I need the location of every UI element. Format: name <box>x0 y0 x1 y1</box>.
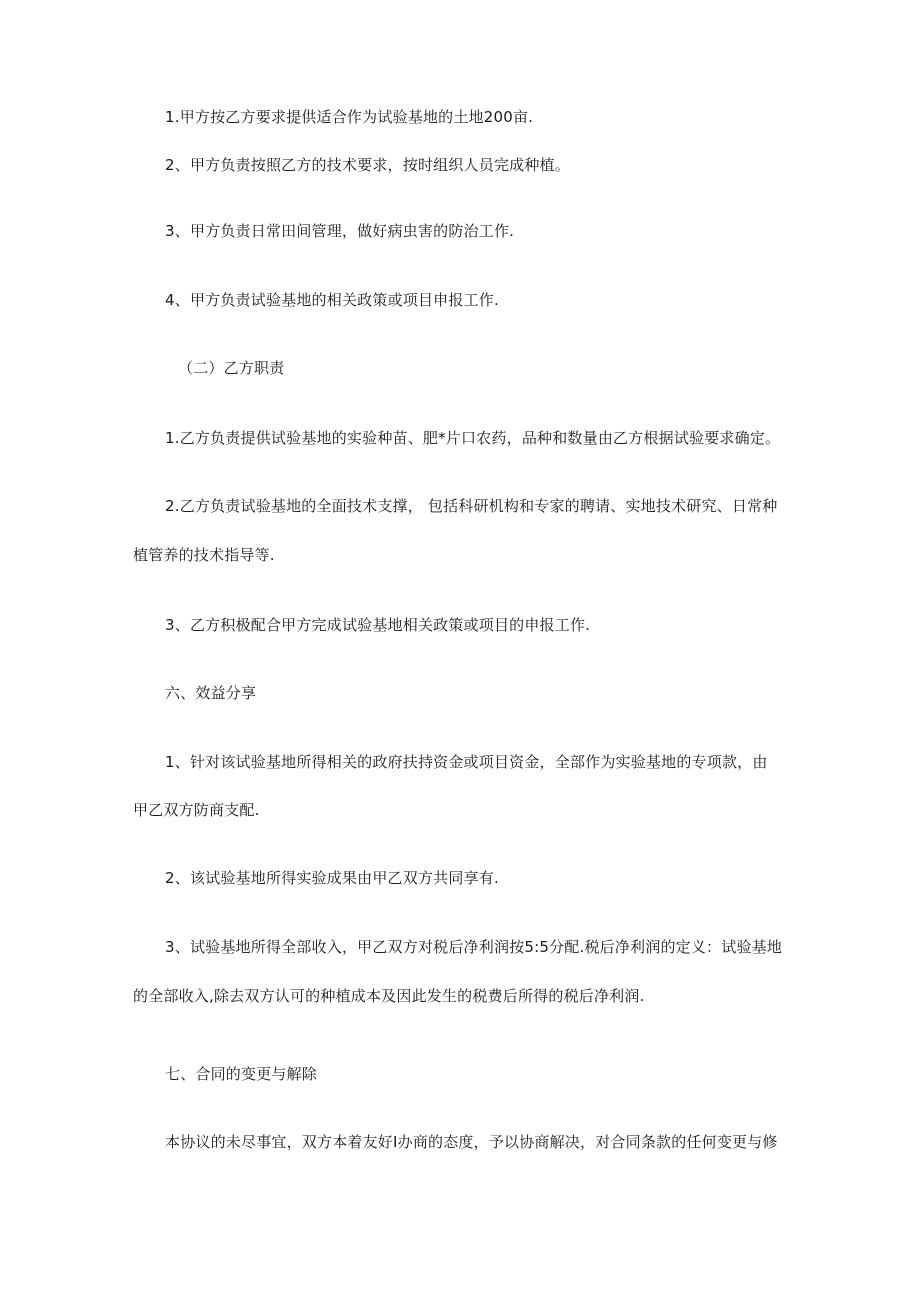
party-a-item-3: 3、甲方负责日常田间管理，做好病虫害的防治工作. <box>165 222 515 240</box>
party-b-item-3: 3、乙方积极配合甲方完成试验基地相关政策或项目的申报工作. <box>165 616 591 634</box>
party-a-item-1: 1.甲方按乙方要求提供适合作为试验基地的土地200亩. <box>165 108 534 126</box>
section7-heading: 七、合同的变更与解除 <box>165 1065 318 1083</box>
section6-item-2: 2、该试验基地所得实验成果由甲乙双方共同享有. <box>165 869 499 887</box>
party-a-item-4: 4、甲方负责试验基地的相关政策或项目申报工作. <box>165 291 499 309</box>
section6-item-3-cont: 的全部收入,除去双方认可的种植成本及因此发生的税费后所得的税后净利润. <box>133 987 645 1005</box>
section6-heading: 六、效益分享 <box>165 684 257 702</box>
section6-item-1: 1、针对该试验基地所得相关的政府扶持资金或项目资金，全部作为实验基地的专项款，由 <box>165 753 768 771</box>
section6-item-3: 3、试验基地所得全部收入，甲乙双方对税后净利润按5:5分配.税后净利润的定义：试验基地 <box>165 938 783 956</box>
section7-text: 本协议的未尽事宜，双方本着友好I办商的态度，予以协商解决，对合同条款的任何变更与修 <box>165 1133 778 1151</box>
party-a-item-2: 2、甲方负责按照乙方的技术要求，按时组织人员完成种植。 <box>165 156 570 174</box>
party-b-item-2: 2.乙方负责试验基地的全面技术支撑， 包括科研机构和专家的聘请、实地技术研究、日常种 <box>165 497 778 515</box>
party-b-item-2-cont: 植管养的技术指导等. <box>133 546 275 564</box>
party-b-item-1: 1.乙方负责提供试验基地的实验种苗、肥*片口农药，品种和数量由乙方根据试验要求确定。 <box>165 429 781 447</box>
section6-item-1-cont: 甲乙双方防商支配. <box>133 801 260 819</box>
party-b-heading: （二）乙方职责 <box>178 359 285 377</box>
